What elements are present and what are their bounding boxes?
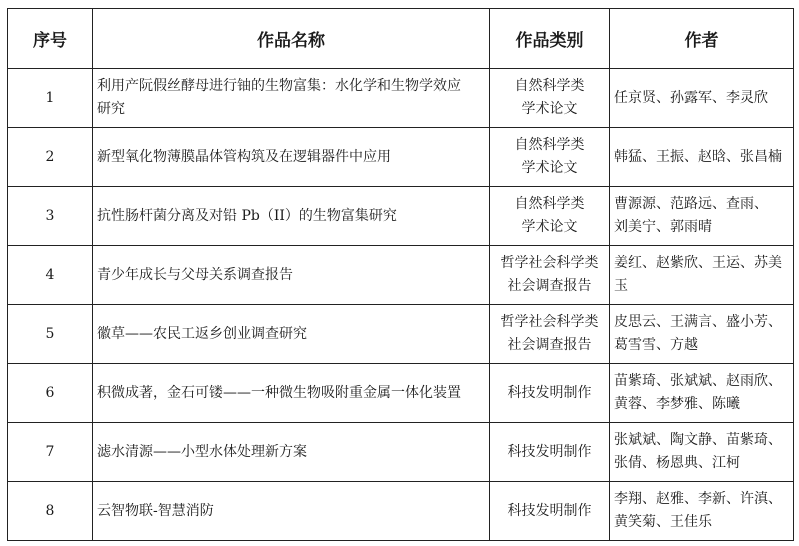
row-author-line: 任京贤、孙露军、李灵欣 (614, 89, 768, 106)
row-index: 3 (8, 187, 93, 246)
row-author (610, 69, 794, 128)
row-title (93, 187, 490, 246)
awards-table (7, 8, 794, 541)
row-index: 4 (8, 246, 93, 305)
row-title-line: 青少年成长与父母关系调查报告 (97, 266, 293, 283)
row-category (490, 482, 610, 541)
row-author (610, 187, 794, 246)
row-title (93, 364, 490, 423)
row-title (93, 69, 490, 128)
row-index: 2 (8, 128, 93, 187)
table-row (8, 128, 794, 187)
header-title: 作品名称 (93, 9, 490, 69)
row-author (610, 482, 794, 541)
row-category-line: 科技发明制作 (507, 443, 592, 460)
row-author-line: 黄蓉、李梦雅、陈曦 (614, 396, 740, 412)
row-category-line: 社会调查报告 (507, 278, 592, 294)
row-title-line: 新型氧化物薄膜晶体管构筑及在逻辑器件中应用 (97, 148, 391, 165)
row-index: 6 (8, 364, 93, 423)
row-author-line: 李翔、赵雅、李新、许滇、 (614, 491, 782, 507)
row-author-line: 韩猛、王振、赵晗、张昌楠 (614, 148, 782, 165)
row-category-line: 哲学社会科学类 (500, 314, 599, 330)
row-author-line: 皮思云、王满言、盛小芳、 (614, 314, 782, 330)
row-category (490, 187, 610, 246)
row-title (93, 128, 490, 187)
table-row (8, 482, 794, 541)
row-author-line: 姜红、赵紫欣、王运、苏美 (614, 255, 782, 271)
row-title-line: 云智物联-智慧消防 (97, 502, 214, 519)
row-title-line: 抗性肠杆菌分离及对铅 Pb（II）的生物富集研究 (97, 207, 397, 224)
row-author-line: 苗紫琦、张斌斌、赵雨欣、 (614, 373, 782, 389)
table-row (8, 246, 794, 305)
table-row (8, 69, 794, 128)
row-author-line: 曹源源、范路远、查雨、 (614, 196, 768, 212)
row-category-line: 学术论文 (521, 160, 578, 176)
row-title (93, 246, 490, 305)
table-row (8, 305, 794, 364)
row-author-line: 黄笑菊、王佳乐 (614, 514, 712, 530)
row-title-line: 利用产阮假丝酵母进行铀的生物富集：水化学和生物学效应 (97, 78, 461, 94)
table-row (8, 364, 794, 423)
row-title-line: 研究 (97, 101, 125, 117)
row-category-line: 科技发明制作 (507, 502, 592, 519)
row-category-line: 自然科学类 (514, 137, 585, 153)
row-index: 1 (8, 69, 93, 128)
header-author: 作者 (610, 9, 794, 69)
row-author-line: 玉 (614, 278, 628, 294)
row-title-line: 积微成著，金石可镂——一种微生物吸附重金属一体化装置 (97, 384, 461, 401)
row-author-line: 张倩、杨恩典、江柯 (614, 455, 740, 471)
row-category (490, 246, 610, 305)
row-category-line: 科技发明制作 (507, 384, 592, 401)
row-category-line: 学术论文 (521, 101, 578, 117)
row-category (490, 423, 610, 482)
row-author (610, 246, 794, 305)
row-title (93, 423, 490, 482)
table-row (8, 187, 794, 246)
row-category-line: 自然科学类 (514, 78, 585, 94)
row-author (610, 364, 794, 423)
row-index: 8 (8, 482, 93, 541)
row-title (93, 482, 490, 541)
row-index: 7 (8, 423, 93, 482)
row-category-line: 学术论文 (521, 219, 578, 235)
row-title (93, 305, 490, 364)
row-category (490, 305, 610, 364)
row-author-line: 张斌斌、陶文静、苗紫琦、 (614, 432, 782, 448)
header-row (8, 9, 794, 69)
row-author-line: 刘美宁、郭雨晴 (614, 219, 712, 235)
header-index: 序号 (8, 9, 93, 69)
header-category: 作品类别 (490, 9, 610, 69)
row-title-line: 徽草——农民工返乡创业调查研究 (97, 325, 307, 342)
row-title-line: 滤水清源——小型水体处理新方案 (97, 443, 307, 460)
row-author (610, 128, 794, 187)
table-row (8, 423, 794, 482)
row-category (490, 69, 610, 128)
row-author (610, 305, 794, 364)
row-index: 5 (8, 305, 93, 364)
row-author (610, 423, 794, 482)
row-category-line: 哲学社会科学类 (500, 255, 599, 271)
row-author-line: 葛雪雪、方越 (614, 337, 698, 353)
row-category-line: 自然科学类 (514, 196, 585, 212)
row-category (490, 128, 610, 187)
row-category-line: 社会调查报告 (507, 337, 592, 353)
table-body (8, 69, 794, 541)
row-category (490, 364, 610, 423)
